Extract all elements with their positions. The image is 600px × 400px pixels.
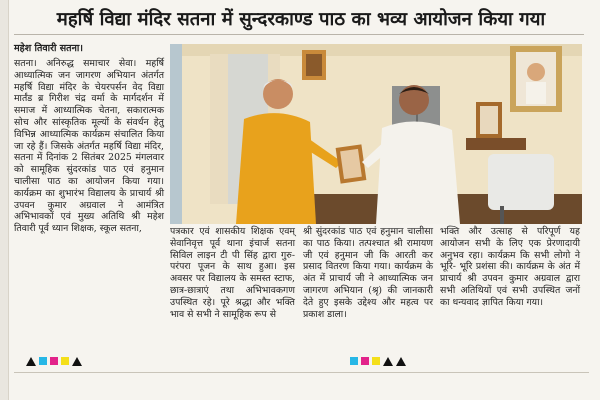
magenta-swatch	[50, 357, 58, 365]
photo-illustration	[170, 44, 582, 224]
article-column-2	[170, 226, 295, 356]
registration-marks-right	[350, 357, 406, 366]
article-photo	[170, 44, 582, 224]
article-headline: महर्षि विद्या मंदिर सतना में सुन्दरकाण्ड पाठ का भव्य आयोजन किया गया	[56, 9, 546, 30]
cyan-swatch	[39, 357, 47, 365]
registration-marks-left	[26, 357, 82, 366]
registration-triangle	[26, 357, 36, 366]
registration-triangle	[383, 357, 393, 366]
magenta-swatch	[361, 357, 369, 365]
page-gutter	[0, 0, 9, 400]
column-1-text: सतना। अनिरुद्ध समाचार सेवा। महर्षि आध्यात्मिक जन जागरण अभियान अंतर्गत महर्षि विद्या मंदिर के चेयरपर्सन वेद विद्या मार्तंड ब्र गिरीश चंद्र वर्मा के मार्गदर्शन में समाज में आध्यात्मिक चेतना, सकारात्मक सोच और सांस्कृतिक मूल्यों के संवर्धन हेतु विभिन्न आध्यात्मिक कार्यक्रम संचालित किया जा रहे हैं। जिसके अंतर्गत महर्षि विद्या मंदिर, सतना में दिनांक 2 सितंबर 2025 मंगलवार को सामूहिक सुंदरकांड पाठ एवं हनुमान चालीसा पाठ का आयोजन किया गया। कार्यक्रम का शुभारंभ विद्यालय के प्राचार्य श्री उपवन कुमार अग्रवाल ने आमंत्रित अभिभावकों एवं मुख्य अतिथि श्री महेश तिवारी पूर्व ध्यान शिक्षक, स्कूल सतना,	[14, 58, 164, 235]
article-column-1	[14, 58, 164, 358]
article-byline: महेश तिवारी सतना।	[14, 43, 83, 54]
bottom-rule	[14, 372, 589, 373]
article-column-4	[440, 226, 580, 356]
column-2-text: पत्रकार एवं शासकीय शिक्षक एवम् सेवानिवृत्त पूर्व थाना इंचार्ज सतना सिविल लाइन टी पी सिंह द्वारा गुरु-परंपरा पूजन के साथ हुआ। इस अवसर पर विद्यालय के समस्त स्टाफ, छात्र-छात्राएं तथा अभिभावकगण उपस्थित रहे। पूरे श्रद्धा और भक्ति भाव से सभी ने सामूहिक रूप से	[170, 226, 295, 320]
column-3-text: श्री सुंदरकांड पाठ एवं हनुमान चालीसा का पाठ किया। तत्पश्चात श्री रामायण जी एवं हनुमान जी कि आरती कर प्रसाद वितरण किया गया। कार्यक्रम के अंत में प्राचार्य जी ने आध्यात्मिक जन जागरण अभियान (श्रृ) की जानकारी देते हुए इसके उद्देश्य और महत्व पर प्रकाश डाला।	[303, 226, 433, 320]
article-column-3	[303, 226, 433, 356]
cyan-swatch	[350, 357, 358, 365]
registration-triangle	[72, 357, 82, 366]
yellow-swatch	[61, 357, 69, 365]
yellow-swatch	[372, 357, 380, 365]
registration-triangle	[396, 357, 406, 366]
headline-rule	[14, 34, 584, 35]
column-4-text: भक्ति और उत्साह से परिपूर्ण यह आयोजन सभी के लिए एक प्रेरणादायी अनुभव रहा। कार्यक्रम कि सभी लोगो ने भूरि- भूरि प्रशंसा की। कार्यक्रम के अंत में प्राचार्य श्री उपवन कुमार अग्रवाल द्वारा सभी अतिथियों एवं सभी उपस्थित जनों का धन्यवाद ज्ञापित किया गया।	[440, 226, 580, 308]
